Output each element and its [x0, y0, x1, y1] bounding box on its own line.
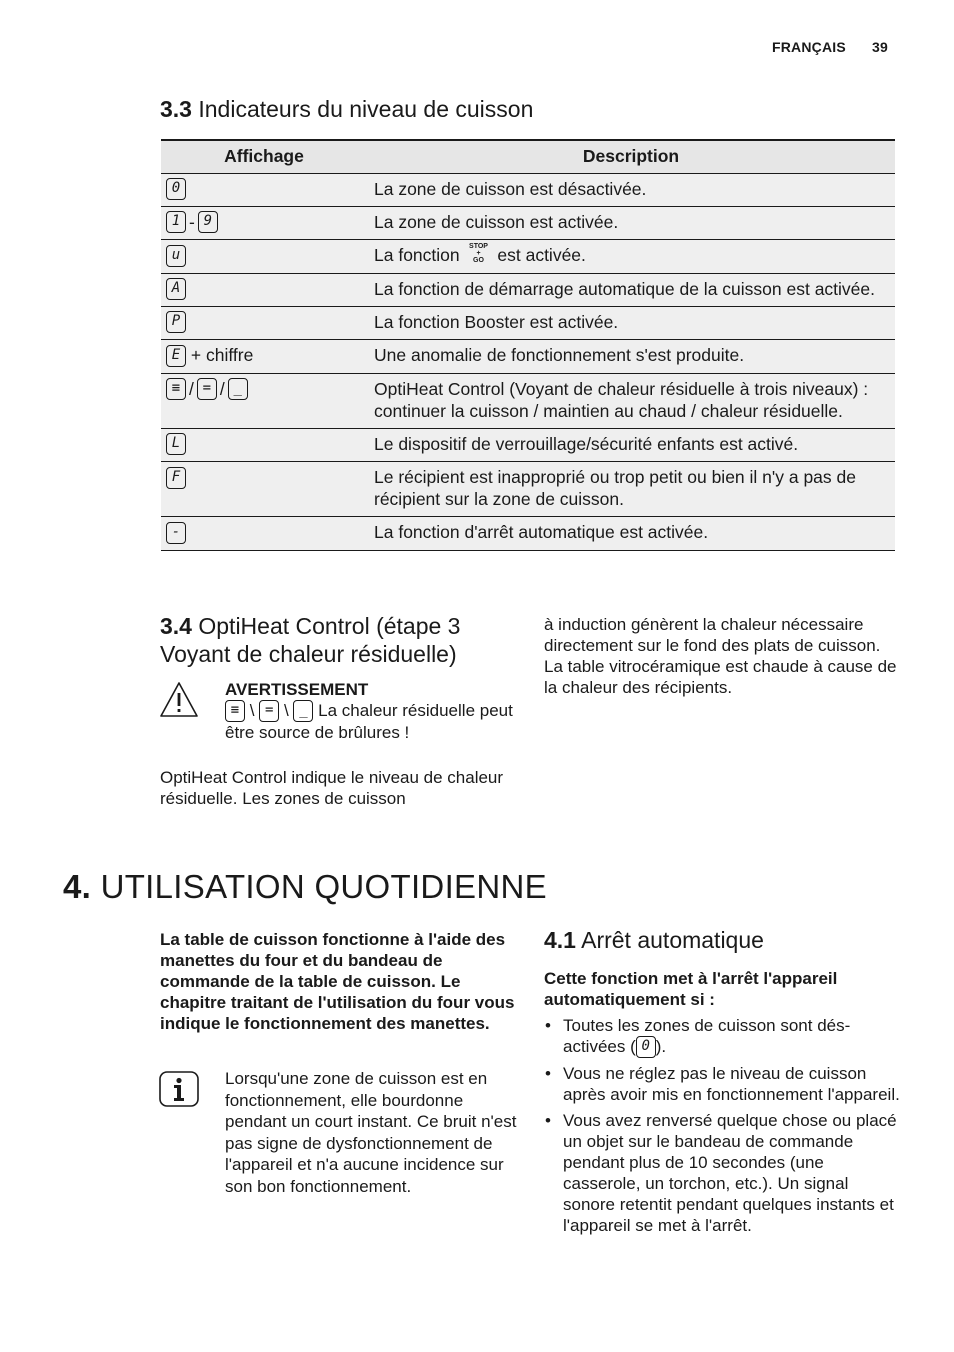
chapter-4-intro: La table de cuisson fonctionne à l'aide des manettes du four et du bandeau de commande de la table de cuisson. Le chapitre traitant de l'utilisation du four vous indique le fonctionnement des manettes. [160, 930, 515, 1033]
section-3-4-title [160, 612, 520, 668]
display-cell [161, 462, 367, 517]
section-4-1-heading: Arrêt automatique [581, 927, 764, 953]
warning-title: AVERTISSEMENT [225, 680, 369, 699]
segment-display-icon: 0 [166, 178, 186, 200]
list-item [544, 1015, 900, 1058]
display-cell [161, 517, 367, 550]
section-3-3-heading: Indicateurs du niveau de cuisson [198, 96, 534, 122]
table-row [161, 340, 895, 373]
col-header-display: Affichage [161, 140, 367, 173]
list-item: • Vous ne réglez pas le niveau de cuisson après avoir mis en fonctionnement l'appareil. [544, 1063, 900, 1105]
warning-triangle-icon [159, 681, 199, 719]
display-cell [161, 340, 367, 373]
bullet-text: Toutes les zones de cuisson sont désactivées ( [563, 1016, 851, 1056]
segment-display-icon: = [197, 378, 217, 400]
segment-display-icon: _ [293, 700, 313, 722]
section-3-3-title [160, 96, 533, 123]
section-3-4-heading: OptiHeat Control (étape 3 Voyant de chaleur résiduelle) [160, 613, 461, 667]
chapter-4-number: 4. [63, 868, 92, 905]
description-text: est activée. [497, 245, 586, 266]
section-3-3-number: 3.3 [160, 96, 192, 122]
stop-go-mid: + [476, 250, 481, 258]
warning-body [225, 700, 515, 743]
auto-off-conditions-list [544, 1015, 900, 1241]
table-row [161, 173, 895, 206]
description-cell: La fonction de démarrage automatique de la cuisson est activée. [367, 273, 895, 306]
display-cell [161, 273, 367, 306]
description-cell: La fonction d'arrêt automatique est activée. [367, 517, 895, 550]
table-row [161, 273, 895, 306]
info-note: Lorsqu'une zone de cuisson est en fonctionnement, elle bourdonne pendant un court instant. Ce bruit n'est pas signe de dysfonctionnement de l'appareil et n'a aucune incidence sur son bon fonctionnement. [225, 1069, 517, 1196]
segment-display-icon: - [166, 522, 186, 544]
section-4-1-number: 4.1 [544, 927, 576, 953]
display-cell [161, 428, 367, 461]
page-number: 39 [872, 39, 888, 55]
description-cell: La zone de cuisson est désactivée. [367, 173, 895, 206]
segment-display-icon: L [166, 433, 186, 455]
section-3-4-paragraph-right: à induction génèrent la chaleur nécessaire directement sur le fond des plats de cuisson. La table vitrocéramique est chaude à cause de la chaleur des récipients. [544, 615, 897, 697]
table-row [161, 462, 895, 517]
warning-block [225, 679, 515, 743]
col-header-description: Description [367, 140, 895, 173]
section-4-1-title [544, 927, 764, 954]
section-3-4-paragraph-left: OptiHeat Control indique le niveau de chaleur résiduelle. Les zones de cuisson [160, 768, 504, 808]
symbol-separator: / [189, 378, 194, 399]
description-cell: Le récipient est inapproprié ou trop petit ou bien il n'y a pas de récipient sur la zone de cuisson. [367, 462, 895, 517]
table-row [161, 373, 895, 428]
chapter-4-heading: UTILISATION QUOTIDIENNE [100, 868, 547, 905]
description-cell: Une anomalie de fonctionnement s'est produite. [367, 340, 895, 373]
info-icon [159, 1071, 199, 1107]
table-row [161, 428, 895, 461]
segment-display-icon: ≡ [225, 700, 245, 722]
display-cell [161, 307, 367, 340]
bullet-text: ). [655, 1037, 667, 1056]
header-language: FRANÇAIS [771, 39, 846, 55]
description-cell [367, 240, 895, 273]
display-cell [161, 173, 367, 206]
segment-display-icon: u [166, 245, 186, 267]
stop-go-bot: GO [473, 257, 484, 265]
description-cell: Le dispositif de verrouillage/sécurité enfants est activé. [367, 428, 895, 461]
table-header-row [161, 140, 895, 173]
description-cell: La zone de cuisson est activée. [367, 206, 895, 239]
display-cell [161, 373, 367, 428]
cooking-level-table [161, 139, 895, 551]
segment-display-icon: 0 [636, 1036, 656, 1058]
symbol-suffix: + chiffre [190, 345, 254, 366]
stop-go-icon [465, 243, 493, 264]
segment-display-icon: 9 [198, 211, 218, 233]
warning-text: La chaleur résiduelle peut être source de brûlures ! [225, 701, 513, 742]
description-cell: La fonction Booster est activée. [367, 307, 895, 340]
display-cell [161, 206, 367, 239]
page-header [772, 39, 888, 55]
table-row [161, 307, 895, 340]
table-row [161, 517, 895, 550]
stop-go-top: STOP [469, 243, 488, 251]
description-cell: OptiHeat Control (Voyant de chaleur résiduelle à trois niveaux) : continuer la cuisson / maintien au chaud / chaleur résiduelle. [367, 373, 895, 428]
segment-display-icon: A [166, 278, 186, 300]
description-text: La fonction [374, 245, 460, 266]
list-item: • Vous avez renversé quelque chose ou placé un objet sur le bandeau de commande pendant plus de 10 secondes (une casserole, un torchon, etc.). Un signal sonore retentit pendant quelques instants et l'appareil se met à l'arrêt. [544, 1110, 900, 1236]
section-4-1-intro: Cette fonction met à l'arrêt l'appareil automatiquement si : [544, 969, 838, 1009]
segment-display-icon: P [166, 311, 186, 333]
chapter-4-title [63, 868, 547, 906]
symbol-separator: / [219, 378, 225, 399]
symbol-separator: - [189, 211, 195, 232]
segment-display-icon: = [259, 700, 279, 722]
segment-display-icon: ≡ [166, 378, 186, 400]
symbol-separator: \ [249, 701, 255, 720]
segment-display-icon: _ [228, 378, 248, 400]
symbol-separator: \ [283, 701, 289, 720]
section-3-4-number: 3.4 [160, 613, 192, 639]
segment-display-icon: 1 [166, 211, 186, 233]
table-row [161, 240, 895, 273]
display-cell [161, 240, 367, 273]
table-row [161, 206, 895, 239]
segment-display-icon: F [166, 467, 186, 489]
segment-display-icon: E [166, 345, 186, 367]
